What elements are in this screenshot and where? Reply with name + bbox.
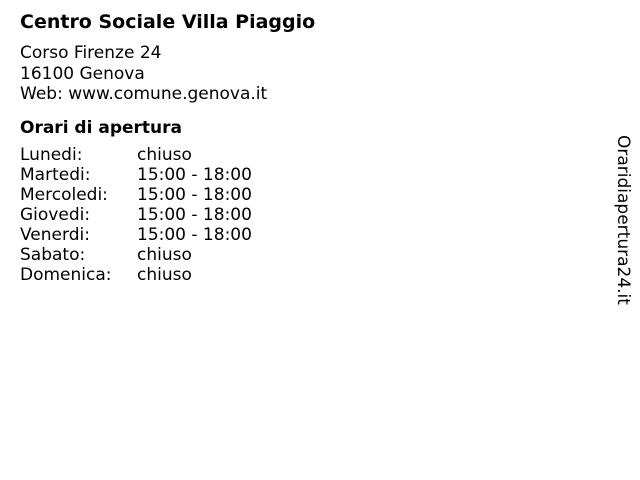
hours-row-saturday <box>20 245 580 265</box>
hours-row-friday <box>20 225 580 245</box>
time-value: chiuso <box>137 244 192 265</box>
time-value: 15:00 - 18:00 <box>137 204 252 225</box>
website-link[interactable]: Web: www.comune.genova.it <box>20 84 268 104</box>
site-brand-vertical <box>613 135 633 307</box>
city-postcode: 16100 Genova <box>20 63 145 84</box>
day-label: Martedi: <box>20 164 91 185</box>
place-card <box>20 10 580 285</box>
site-brand-text: Oraridiapertura24.it <box>613 135 633 305</box>
address-block <box>20 43 580 105</box>
hours-row-wednesday <box>20 185 580 205</box>
day-label: Giovedi: <box>20 204 91 225</box>
time-value: chiuso <box>137 144 192 165</box>
street-address: Corso Firenze 24 <box>20 43 162 63</box>
day-label: Sabato: <box>20 244 86 265</box>
hours-row-sunday <box>20 265 580 285</box>
time-value: chiuso <box>137 264 192 285</box>
opening-hours-table <box>20 145 580 285</box>
time-value: 15:00 - 18:00 <box>137 224 252 245</box>
hours-row-monday <box>20 145 580 165</box>
hours-row-thursday <box>20 205 580 225</box>
day-label: Domenica: <box>20 264 112 285</box>
time-value: 15:00 - 18:00 <box>137 164 252 185</box>
day-label: Lunedi: <box>20 144 83 165</box>
opening-hours-heading: Orari di apertura <box>20 117 182 138</box>
time-value: 15:00 - 18:00 <box>137 184 252 205</box>
day-label: Mercoledi: <box>20 184 108 205</box>
hours-row-tuesday <box>20 165 580 185</box>
place-title: Centro Sociale Villa Piaggio <box>20 11 316 33</box>
day-label: Venerdi: <box>20 224 90 245</box>
